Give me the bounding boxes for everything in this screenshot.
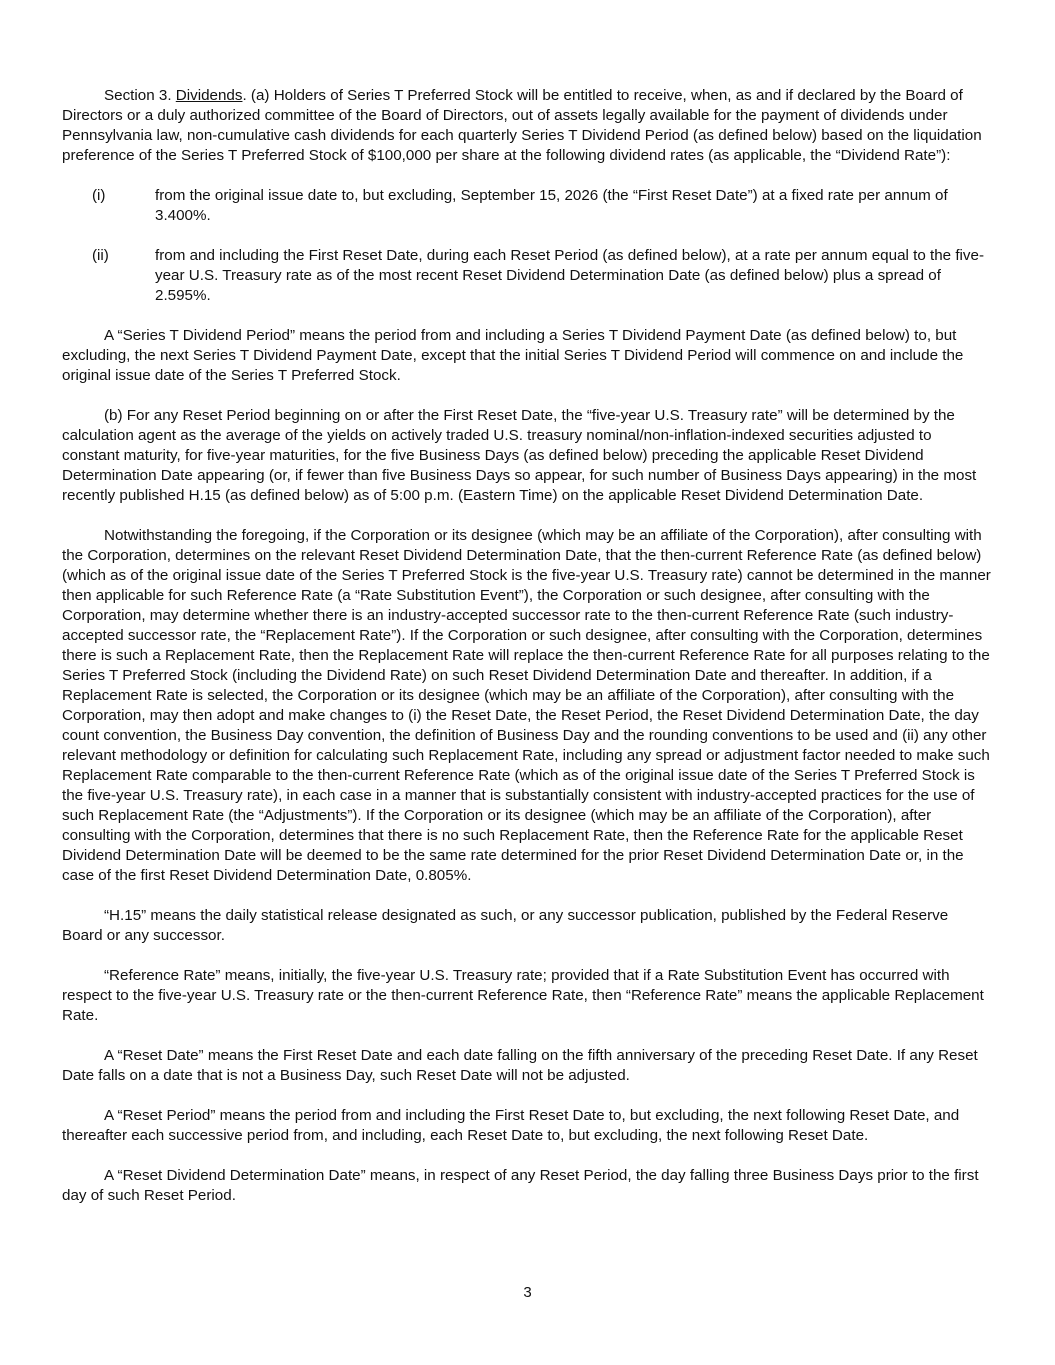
paragraph-series-t-dividend-period: A “Series T Dividend Period” means the period from and including a Series T Dividend Payment Date (as defined below) to, but excluding, the next Series T Dividend Payment Date, except that the initial Series T Dividend Period will commence on and include the original issue date of the Series T Preferred Stock. <box>62 327 964 384</box>
page-number: 3 <box>523 1284 532 1301</box>
section-intro-text: . (a) Holders of Series T Preferred Stock will be entitled to receive, when, as and if declared by the Board of Directors or a duly authorized committee of the Board of Directors, out of assets legally available for the payment of dividends under Pennsylvania law, non-cumulative cash dividends for each quarterly Series T Dividend Period (as defined below) based on the liquidation preference of the Series T Preferred Stock of $100,000 per share at the following dividend rates (as applicable, the “Dividend Rate”): <box>62 87 982 164</box>
paragraph-h15-definition: “H.15” means the daily statistical release designated as such, or any successor publication, published by the Federal Reserve Board or any successor. <box>62 907 949 944</box>
paragraph-reset-date-definition: A “Reset Date” means the First Reset Date and each date falling on the fifth anniversary of the preceding Reset Date. If any Reset Date falls on a date that is not a Business Day, such Reset Date will not be adjusted. <box>62 1047 978 1084</box>
paragraph-five-year-treasury-rate: (b) For any Reset Period beginning on or after the First Reset Date, the “five-year U.S. Treasury rate” will be determined by the calculation agent as the average of the yields on actively traded U.S. treasury nominal/non-inflation-indexed securities adjusted to constant maturity, for five-year maturities, for the five Business Days (as defined below) preceding the applicable Reset Dividend Determination Date appearing (or, if fewer than five Business Days so appear, for such number of Business Days appearing) in the most recently published H.15 (as defined below) as of 5:00 p.m. (Eastern Time) on the applicable Reset Dividend Determination Date. <box>62 407 977 504</box>
list-item-text: from and including the First Reset Date, during each Reset Period (as defined below), at a rate per annum equal to the five-year U.S. Treasury rate as of the most recent Reset Dividend Determination Date (as defined below) plus a spread of 2.595%. <box>155 247 985 304</box>
paragraph-rate-substitution: Notwithstanding the foregoing, if the Corporation or its designee (which may be an affiliate of the Corporation), after consulting with the Corporation, determines on the relevant Reset Dividend Determination Date, that the then-current Reference Rate (as defined below) (which as of the original issue date of the Series T Preferred Stock is the five-year U.S. Treasury rate) cannot be determined in the manner then applicable for such Reference Rate (a “Rate Substitution Event”), the Corporation or such designee, after consulting with the Corporation, may determine whether there is an industry-accepted successor rate to the then-current Reference Rate (such industry-accepted successor rate, the “Replacement Rate”). If the Corporation or such designee, after consulting with the Corporation, determines there is such a Replacement Rate, then the Replacement Rate will replace the then-current Reference Rate for all purposes relating to the Series T Preferred Stock (including the Dividend Rate) on such Reset Dividend Determination Date and thereafter. In addition, if a Replacement Rate is selected, the Corporation or its designee (which may be an affiliate of the Corporation), after consulting with the Corporation, may then adopt and make changes to (i) the Reset Date, the Reset Period, the Reset Dividend Determination Date, the day count convention, the Business Day convention, the definition of Business Day and the rounding conventions to be used and (ii) any other relevant methodology or definition for calculating such Replacement Rate, including any spread or adjustment factor needed to make such Replacement Rate comparable to the then-current Reference Rate (which as of the original issue date of the Series T Preferred Stock is the five-year U.S. Treasury rate), in each case in a manner that is substantially consistent with industry-accepted practices for the use of such Replacement Rate (the “Adjustments”). If the Corporation or its designee (which may be an affiliate of the Corporation), after consulting with the Corporation, determines that there is no such Replacement Rate, then the Reference Rate for the applicable Reset Dividend Determination Date will be deemed to be the same rate determined for the prior Reset Dividend Determination Date or, in the case of the first Reset Dividend Determination Date, 0.805%. <box>62 527 991 884</box>
list-item-text: from the original issue date to, but excluding, September 15, 2026 (the “First Reset Date”) at a fixed rate per annum of 3.400%. <box>155 187 948 224</box>
list-item-i <box>62 186 992 226</box>
paragraph-reset-dividend-determination-date: A “Reset Dividend Determination Date” means, in respect of any Reset Period, the day falling three Business Days prior to the first day of such Reset Period. <box>62 1167 979 1204</box>
list-item-number: (i) <box>92 187 106 204</box>
section-heading-dividends: Dividends <box>175 87 243 104</box>
paragraph-reset-period-definition: A “Reset Period” means the period from and including the First Reset Date to, but excluding, the next following Reset Date, and thereafter each successive period from, and including, each Reset Date to, but excluding, the next following Reset Date. <box>62 1107 960 1144</box>
section-prefix: Section 3. <box>104 87 176 104</box>
document-page <box>62 86 992 1226</box>
section-3-intro-paragraph <box>62 86 992 166</box>
paragraph-reference-rate-definition: “Reference Rate” means, initially, the five-year U.S. Treasury rate; provided that if a Rate Substitution Event has occurred with respect to the five-year U.S. Treasury rate or the then-current Reference Rate, then “Reference Rate” means the applicable Replacement Rate. <box>62 967 984 1024</box>
list-item-number: (ii) <box>92 247 109 264</box>
list-item-ii <box>62 246 992 306</box>
